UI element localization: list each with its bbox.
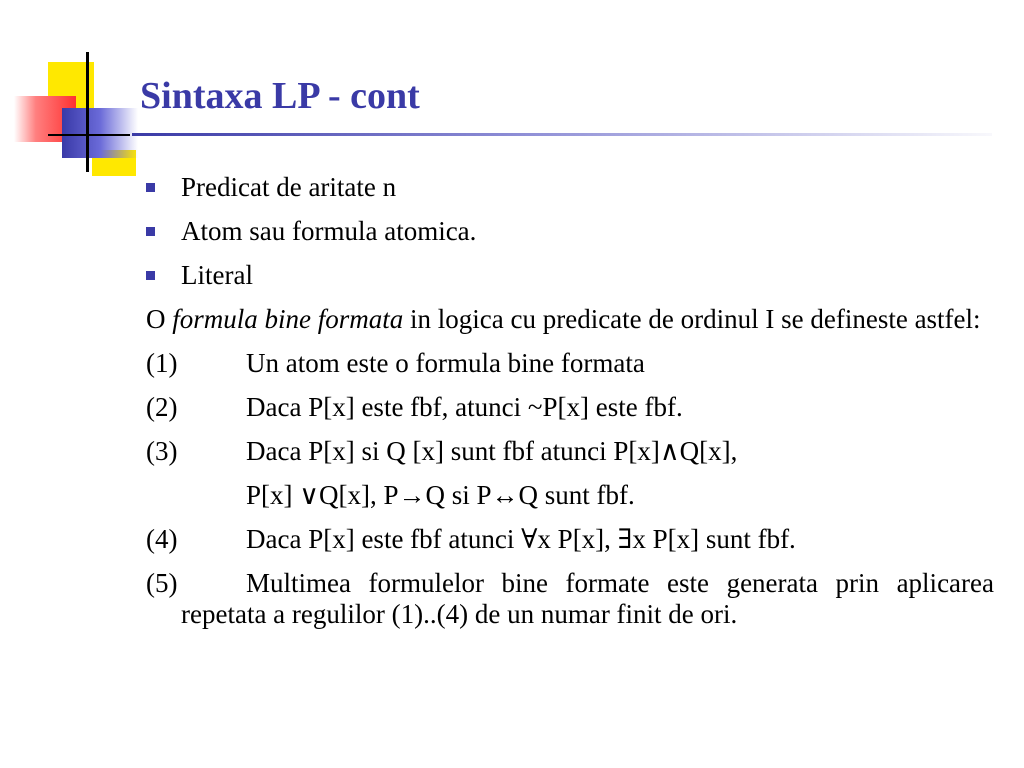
bullet-item — [146, 260, 994, 291]
rule-item-3-continuation — [146, 480, 994, 511]
rule-text: P[x] ∨Q[x], P→Q si P↔Q sunt fbf. — [246, 480, 635, 510]
logo-blue-block — [62, 108, 138, 158]
rule-item-2 — [146, 392, 994, 423]
slide-content — [146, 172, 994, 643]
rule-text: Daca P[x] si Q [x] sunt fbf atunci P[x]∧Q[x], — [246, 436, 738, 466]
rule-text: Multimea formulelor bine formate este generata prin aplicarea repetata a regulilor (1)..(4) de un numar finit de ori. — [181, 568, 994, 629]
bullet-item — [146, 216, 994, 247]
logo-vertical-line — [86, 52, 89, 172]
bullet-text: Predicat de aritate n — [181, 172, 397, 202]
bullet-text: Literal — [181, 260, 253, 290]
title-underline — [132, 133, 992, 136]
bullet-item — [146, 172, 994, 203]
rule-text: Daca P[x] este fbf, atunci ~P[x] este fbf. — [246, 392, 683, 422]
rule-number: (5) — [146, 568, 178, 598]
rule-number: (4) — [146, 524, 178, 554]
definition-paragraph — [146, 304, 994, 335]
rule-text: Daca P[x] este fbf atunci ∀x P[x], ∃x P[x] sunt fbf. — [246, 524, 796, 554]
rule-item-5 — [146, 568, 994, 630]
slide-logo-decoration — [0, 0, 140, 180]
definition-prefix: O — [146, 304, 173, 334]
square-bullet-icon — [146, 227, 155, 236]
rule-number: (1) — [146, 348, 178, 378]
definition-term: formula bine formata — [172, 304, 404, 334]
square-bullet-icon — [146, 183, 155, 192]
rule-number: (3) — [146, 436, 178, 466]
rule-number: (2) — [146, 392, 178, 422]
bullet-text: Atom sau formula atomica. — [181, 216, 477, 246]
rule-item-3 — [146, 436, 994, 467]
logo-horizontal-line — [48, 134, 130, 136]
rule-item-1 — [146, 348, 994, 379]
definition-suffix: in logica cu predicate de ordinul I se defineste astfel: — [403, 304, 981, 334]
square-bullet-icon — [146, 271, 155, 280]
rule-item-4 — [146, 524, 994, 555]
slide-title: Sintaxa LP - cont — [140, 75, 420, 117]
rule-text: Un atom este o formula bine formata — [246, 348, 645, 378]
